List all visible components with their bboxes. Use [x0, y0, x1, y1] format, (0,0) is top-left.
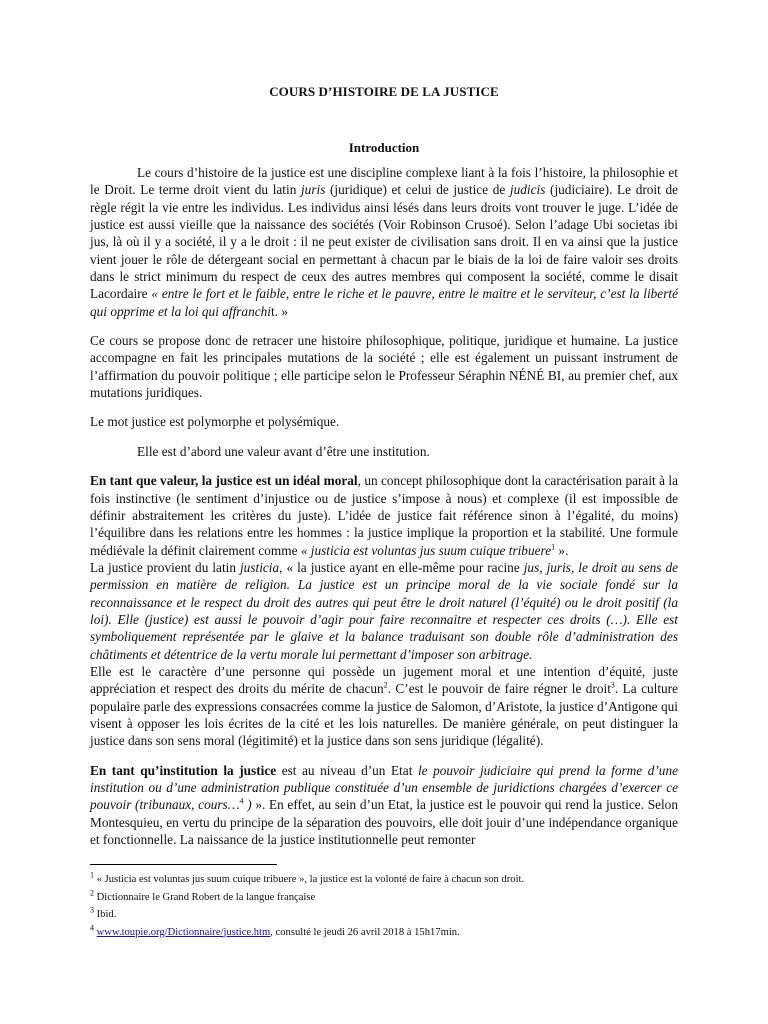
document-body — [90, 164, 678, 860]
paragraph-course-aim: Ce cours se propose donc de retracer une histoire philosophique, politique, juridique et humaine. La justice accompagne en fait les principales mutations de la société ; elle est également un puissant instrument de l’affirmation du pouvoir politique ; elle participe selon le Professeur Séraphin NÉNÉ BI, au premier chef, aux mutations juridiques. — [90, 333, 678, 401]
paragraph-intro: Le cours d’histoire de la justice est une discipline complexe liant à la fois l’histoire, la philosophie et le Droit. Le terme droit vient du latin juris (juridique) et celui de justice de judicis (judiciaire). Le droit de règle régit la vie entre les individus. Les individus ainsi lésés dans leurs droits vont trouver le juge. L’idée de justice est aussi vieille que la naissance des sociétés (Voir Robinson Crusoé). Selon l’adage Ubi societas ibi jus, là où il y a société, il y a le droit : il ne peut exister de civilisation sans droit. Il en va ainsi que la justice vient jouer le rôle de détergeant social en permettant à chacun par le biais de la loi de faire valoir ses droits dans le strict minimum du respect de ceux des autres membres qui composent la société, comme le disait Lacordaire « entre le fort et le faible, entre le riche et le pauvre, entre le maitre et le serviteur, c’est la liberté qui opprime et la loi qui affranchit. » — [90, 165, 678, 319]
paragraph-justice-as-value: En tant que valeur, la justice est un idéal moral, un concept philosophique dont la caractérisation parait à la fois instinctive (le sentiment d’injustice ou de justice s’impose à nous) et complexe (il est impossible de définir abstraitement les critères du juste). L’idée de justice fait référence sinon à l’égalité, du moins) l’équilibre dans les relations entre les hommes : la justice implique la proportion et la stabilité. Une formule médiévale la définit clairement comme « justicia est voluntas jus suum cuique tribuere$^1$ ». La justice provient du latin justicia, « la justice ayant en elle-même pour racine jus, juris, le droit au sens de permission en matière de religion. La justice est un principe moral de la vie sociale fondé sur la reconnaissance et le respect du droit des autres qui peut être le droit naturel (l’équité) ou le droit positif (la loi). Elle (justice) est aussi le pouvoir d’agir pour faire reconnaitre et respecter ces droits (…). Elle est symboliquement représentée par le glaive et la balance traduisant son double rôle d’administration des châtiments et détentrice de la vertu morale lui permettant d’imposer son arbitrage. Elle est le caractère d’une personne qui possède un jugement moral et une intention d’équité, juste appréciation et respect des droits du mérite de chacun$^2$. C’est le pouvoir de faire régner le droit$^3$. La culture populaire parle des expressions consacrées comme la justice de Salomon, d’Aristote, la justice d’Antigone qui visent à opposer les lois écrites de la cité et les lois naturelles. De manière générale, on peut distinguer la justice dans son sens moral (légitimité) et la justice dans son sens juridique (légalité). — [90, 473, 678, 749]
section-heading: Introduction — [348, 140, 420, 155]
footnote-2: $^2$ Dictionnaire le Grand Robert de la langue française — [90, 887, 316, 903]
paragraph-polysemy: Le mot justice est polymorphe et polysémique. — [90, 414, 340, 430]
footnote-4: $^4$ www.toupie.org/Dictionnaire/justice.htm, consulté le jeudi 26 avril 2018 à 15h17min. — [90, 922, 460, 938]
paragraph-value-first: Elle est d’abord une valeur avant d’être une institution. — [137, 443, 430, 459]
footnote-3: $^3$ Ibid. — [90, 905, 117, 920]
document-title: COURS D’HISTOIRE DE LA JUSTICE — [269, 84, 499, 99]
footnote-separator — [90, 864, 277, 865]
footnote-link[interactable]: www.toupie.org/Dictionnaire/justice.htm — [96, 926, 271, 938]
paragraph-justice-as-institution: En tant qu’institution la justice est au niveau d’un Etat le pouvoir judiciaire qui prend la forme d’une institution ou d’une administration publique constituée d’un ensemble de juridictions chargées d’exercer ce pouvoir (tribunaux, cours…$^4$ ) ». En effet, au sein d’un Etat, la justice est le pouvoir qui rend la justice. Selon Montesquieu, en vertu du principe de la séparation des pouvoirs, elle doit jouir d’une indépendance organique et fonctionnelle. La naissance de la justice institutionnelle peut remonter — [90, 762, 679, 848]
footnote-1: $^1$ « Justicia est voluntas jus suum cuique tribuere », la justice est la volonté de faire à chacun son droit. — [90, 870, 525, 885]
footnotes — [90, 872, 678, 942]
